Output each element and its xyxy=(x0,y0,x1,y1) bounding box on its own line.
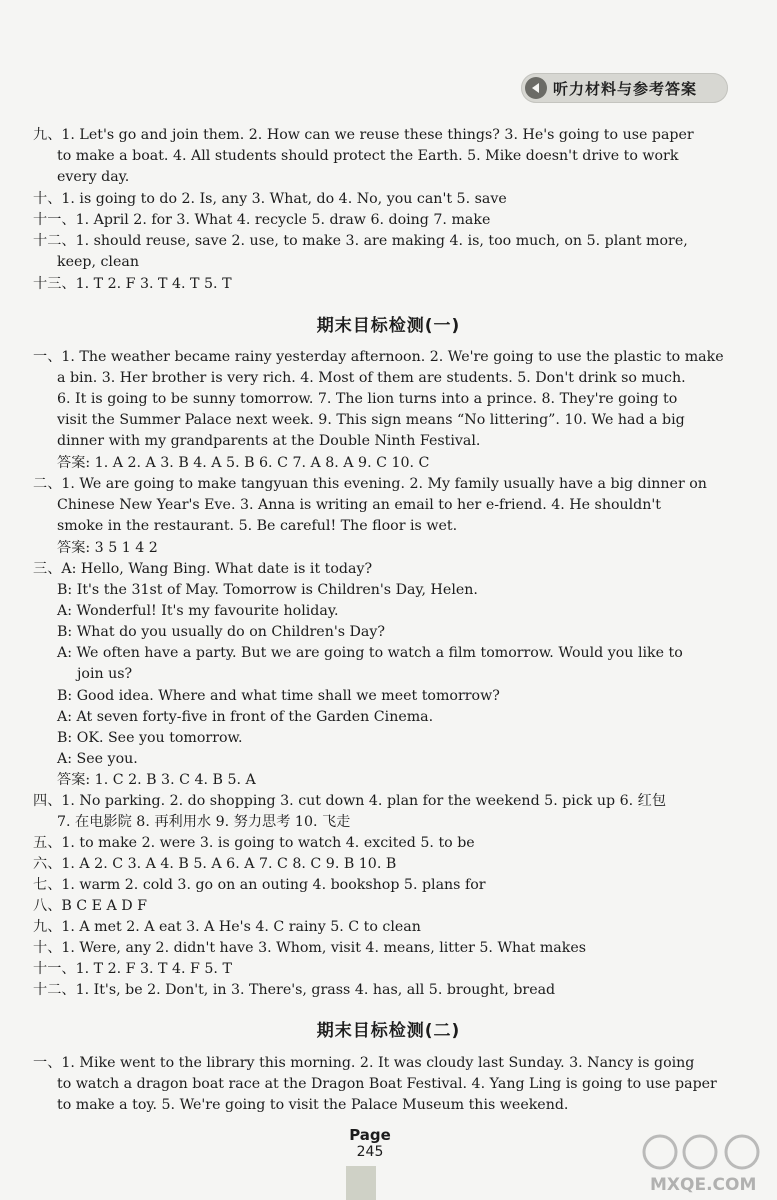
dialogue-line: A: We often have a party. But we are going to watch a film tomorrow. Would you like to xyxy=(57,645,683,661)
watermark-logo xyxy=(640,1130,775,1198)
dialogue-line: B: Good idea. Where and what time shall we meet tomorrow? xyxy=(57,688,500,704)
answer-key-line: 答案: 1. A 2. A 3. B 4. A 5. B 6. C 7. A 8. A 9. C 10. C xyxy=(57,455,430,471)
answer-line: keep, clean xyxy=(57,254,139,270)
answer-line: 十、1. Were, any 2. didn't have 3. Whom, visit 4. means, litter 5. What makes xyxy=(33,940,587,956)
answer-line: 一、1. Mike went to the library this morning. 2. It was cloudy last Sunday. 3. Nancy is going xyxy=(33,1055,695,1071)
answer-line: 八、B C E A D F xyxy=(33,898,148,914)
dialogue-line: A: At seven forty-five in front of the Garden Cinema. xyxy=(57,709,434,725)
answer-key-line: 答案: 1. C 2. B 3. C 4. B 5. A xyxy=(57,772,256,788)
answer-line: 一、1. The weather became rainy yesterday afternoon. 2. We're going to use the plastic to make xyxy=(33,349,724,365)
dialogue-line: B: It's the 31st of May. Tomorrow is Children's Day, Helen. xyxy=(57,582,478,598)
answer-line: 十一、1. April 2. for 3. What 4. recycle 5. draw 6. doing 7. make xyxy=(33,212,491,228)
answer-line: 五、1. to make 2. were 3. is going to watch 4. excited 5. to be xyxy=(33,835,475,851)
answer-line: to make a toy. 5. We're going to visit the Palace Museum this weekend. xyxy=(57,1097,569,1113)
header-badge-text: 听力材料与参考答案 xyxy=(553,79,698,98)
answer-line: dinner with my grandparents at the Double Ninth Festival. xyxy=(57,433,481,449)
answer-line: 十二、1. It's, be 2. Don't, in 3. There's, grass 4. has, all 5. brought, bread xyxy=(33,982,556,998)
answer-line: a bin. 3. Her brother is very rich. 4. Most of them are students. 5. Don't drink so much. xyxy=(57,370,686,386)
answer-line: 十三、1. T 2. F 3. T 4. T 5. T xyxy=(33,276,232,292)
answer-line: 十二、1. should reuse, save 2. use, to make 3. are making 4. is, too much, on 5. plant more, xyxy=(33,233,688,249)
header-badge xyxy=(521,73,728,103)
section-title: 期末目标检测(一) xyxy=(316,316,461,336)
answer-line: Chinese New Year's Eve. 3. Anna is writing an email to her e-friend. 4. He shouldn't xyxy=(57,497,662,513)
answer-line: smoke in the restaurant. 5. Be careful! The floor is wet. xyxy=(57,518,458,534)
answer-line: 九、1. A met 2. A eat 3. A He's 4. C rainy 5. C to clean xyxy=(33,919,421,935)
answer-line: 十一、1. T 2. F 3. T 4. F 5. T xyxy=(33,961,232,977)
dialogue-line: 三、A: Hello, Wang Bing. What date is it today? xyxy=(33,561,373,577)
watermark-text: MXQE.COM xyxy=(650,1175,757,1195)
dialogue-line: A: See you. xyxy=(57,751,138,767)
answer-line: every day. xyxy=(57,169,130,185)
answer-line: 十、1. is going to do 2. Is, any 3. What, do 4. No, you can't 5. save xyxy=(33,191,507,207)
answer-line: to watch a dragon boat race at the Dragon Boat Festival. 4. Yang Ling is going to use paper xyxy=(57,1076,717,1092)
answer-line: 四、1. No parking. 2. do shopping 3. cut down 4. plan for the weekend 5. pick up 6. 红包 xyxy=(33,793,667,809)
answer-line: 二、1. We are going to make tangyuan this evening. 2. My family usually have a big dinner on xyxy=(33,476,707,492)
answer-line: 七、1. warm 2. cold 3. go on an outing 4. bookshop 5. plans for xyxy=(33,877,486,893)
dialogue-line: B: OK. See you tomorrow. xyxy=(57,730,243,746)
answer-line: 6. It is going to be sunny tomorrow. 7. The lion turns into a prince. 8. They're going to xyxy=(57,391,678,407)
answer-line: visit the Summer Palace next week. 9. This sign means “No littering”. 10. We had a big xyxy=(57,412,685,428)
answer-key-line: 答案: 3 5 1 4 2 xyxy=(57,540,158,556)
answer-line: 九、1. Let's go and join them. 2. How can we reuse these things? 3. He's going to use paper xyxy=(33,127,694,143)
left-arrow-circle-icon xyxy=(525,77,547,99)
answer-line: to make a boat. 4. All students should protect the Earth. 5. Mike doesn't drive to work xyxy=(57,148,679,164)
answer-line: 六、1. A 2. C 3. A 4. B 5. A 6. A 7. C 8. C 9. B 10. B xyxy=(33,856,397,872)
answer-line: 7. 在电影院 8. 再利用水 9. 努力思考 10. 飞走 xyxy=(57,814,351,830)
dialogue-line: A: Wonderful! It's my favourite holiday. xyxy=(57,603,339,619)
footer-bar xyxy=(346,1166,376,1200)
dialogue-line: join us? xyxy=(77,666,133,682)
dialogue-line: B: What do you usually do on Children's Day? xyxy=(57,624,385,640)
page-label: Page xyxy=(349,1126,391,1144)
section-title: 期末目标检测(二) xyxy=(316,1021,461,1041)
page-footer xyxy=(340,1126,400,1160)
page-number: 245 xyxy=(356,1144,384,1160)
